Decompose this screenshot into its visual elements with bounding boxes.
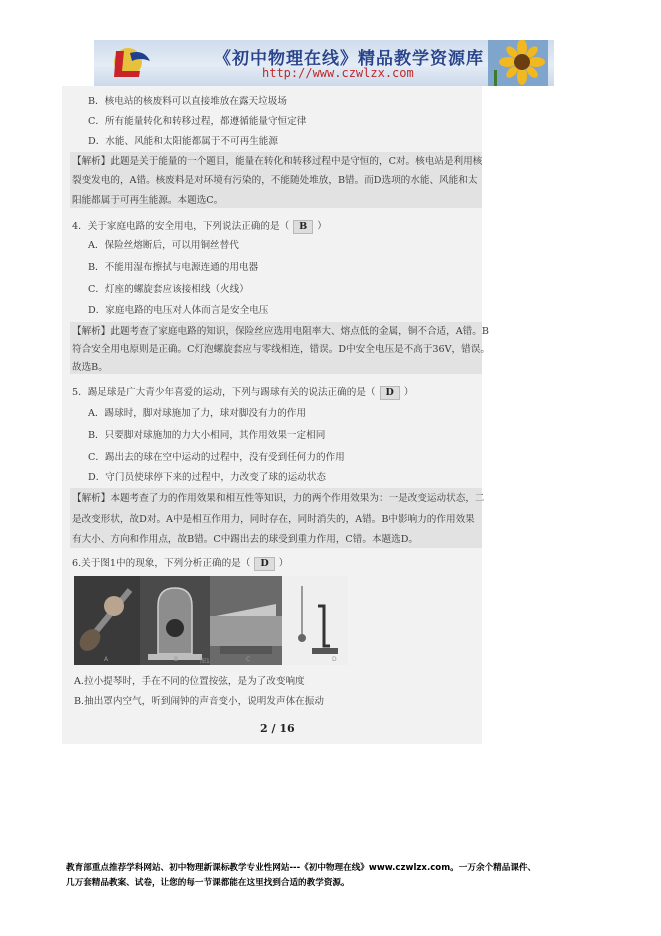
- q3-option-c: C．所有能量转化和转移过程，都遵循能量守恒定律: [88, 116, 307, 127]
- header-banner: [94, 40, 554, 86]
- q4-analysis-line1: 【解析】此题考查了家庭电路的知识，保险丝应选用电阻率大、熔点低的金属，铜不合适，A错。B: [72, 326, 489, 337]
- q4-option-b: B．不能用湿布擦拭与电源连通的用电器: [88, 262, 259, 273]
- q4-option-c: C．灯座的螺旋套应该接相线（火线）: [88, 284, 249, 295]
- q5-option-b: B．只要脚对球施加的力大小相同，其作用效果一定相同: [88, 430, 326, 441]
- q3-option-b: B．核电站的核废料可以直接堆放在露天垃圾场: [88, 96, 287, 107]
- figure-label-b: B: [174, 656, 179, 663]
- q6-stem-end: ）: [278, 558, 289, 569]
- q5-option-a: A．踢球时，脚对球施加了力，球对脚没有力的作用: [88, 408, 306, 419]
- pendulum-photo-icon: [282, 576, 348, 665]
- sunflower-icon: [488, 40, 548, 86]
- q6-stem-text: 6.关于图1中的现象，下列分析正确的是（: [72, 558, 251, 569]
- q3-analysis-line3: 阳能都属于可再生能源。本题选C。: [72, 195, 224, 206]
- q5-stem-end: ）: [403, 387, 414, 398]
- page-number: 2 / 16: [260, 722, 295, 735]
- figure-label-a: A: [104, 656, 109, 663]
- figure-1-photos: [74, 576, 348, 665]
- q4-analysis-line3: 故选B。: [72, 362, 108, 373]
- figure-label-d: D: [332, 656, 337, 663]
- q5-option-c: C．踢出去的球在空中运动的过程中，没有受到任何力的作用: [88, 452, 345, 463]
- q4-option-d: D．家庭电路的电压对人体而言是安全电压: [88, 305, 269, 316]
- q5-analysis-line2: 是改变形状，故D对。A中是相互作用力，同时存在，同时消失的，A错。B中影响力的作用效果: [72, 514, 475, 525]
- q3-analysis-line1: 【解析】此题是关于能量的一个题目，能量在转化和转移过程中是守恒的，C对。核电站是利用核: [72, 156, 483, 167]
- banner-title: 《初中物理在线》精品教学资源库: [214, 49, 484, 69]
- q3-analysis-line2: 裂变发电的，A错。核废料是对环境有污染的，不能随处堆放，B错。而D选项的水能、风能和太: [72, 175, 478, 186]
- q6-answer-box: D: [254, 557, 274, 571]
- q5-analysis-line1: 【解析】本题考查了力的作用效果和相互性等知识，力的两个作用效果为：一是改变运动状态，二: [72, 493, 485, 504]
- q4-stem: [72, 220, 327, 234]
- q3-option-d: D．水能、风能和太阳能都属于不可再生能源: [88, 136, 278, 147]
- footer-line2: 几万套精品教案、试卷，让您的每一节课都能在这里找到合适的教学资源。: [66, 878, 350, 888]
- q4-stem-text: 4．关于家庭电路的安全用电，下列说法正确的是（: [72, 221, 290, 232]
- q5-stem: [72, 386, 413, 400]
- figure-caption: 图1: [200, 658, 210, 665]
- site-logo-icon: [110, 45, 156, 81]
- figure-label-c: C: [246, 656, 251, 663]
- bell-jar-photo-icon: [140, 576, 210, 665]
- q5-option-d: D．守门员使球停下来的过程中，力改变了球的运动状态: [88, 472, 326, 483]
- q4-option-a: A．保险丝熔断后，可以用铜丝替代: [88, 240, 239, 251]
- q4-analysis-line2: 符合安全用电原则是正确。C灯泡螺旋套应与零线相连，错误。D中安全电压是不高于36V，错误。: [72, 344, 490, 355]
- footer-line1: 教育部重点推荐学科网站、初中物理新课标教学专业性网站---《初中物理在线》www.czwlzx.com。一万余个精品课件、: [66, 863, 537, 873]
- q4-stem-end: ）: [317, 221, 327, 232]
- q5-analysis-line3: 有大小、方向和作用点，故B错。C中踢出去的球受到重力作用，C错。本题选D。: [72, 534, 419, 545]
- q6-option-a: A.拉小提琴时，手在不同的位置按弦，是为了改变响度: [74, 676, 305, 687]
- q6-option-b: B.抽出罩内空气，听到闹钟的声音变小，说明发声体在振动: [74, 696, 324, 707]
- banner-url[interactable]: http://www.czwlzx.com: [262, 66, 414, 80]
- tuning-fork-photo-icon: [210, 576, 282, 665]
- q6-stem: [72, 557, 288, 571]
- q4-answer-box: B: [293, 220, 313, 234]
- q5-answer-box: D: [380, 386, 400, 400]
- violin-photo-icon: [74, 576, 140, 665]
- q5-stem-text: 5．踢足球是广大青少年喜爱的运动，下列与踢球有关的说法正确的是（: [72, 387, 376, 398]
